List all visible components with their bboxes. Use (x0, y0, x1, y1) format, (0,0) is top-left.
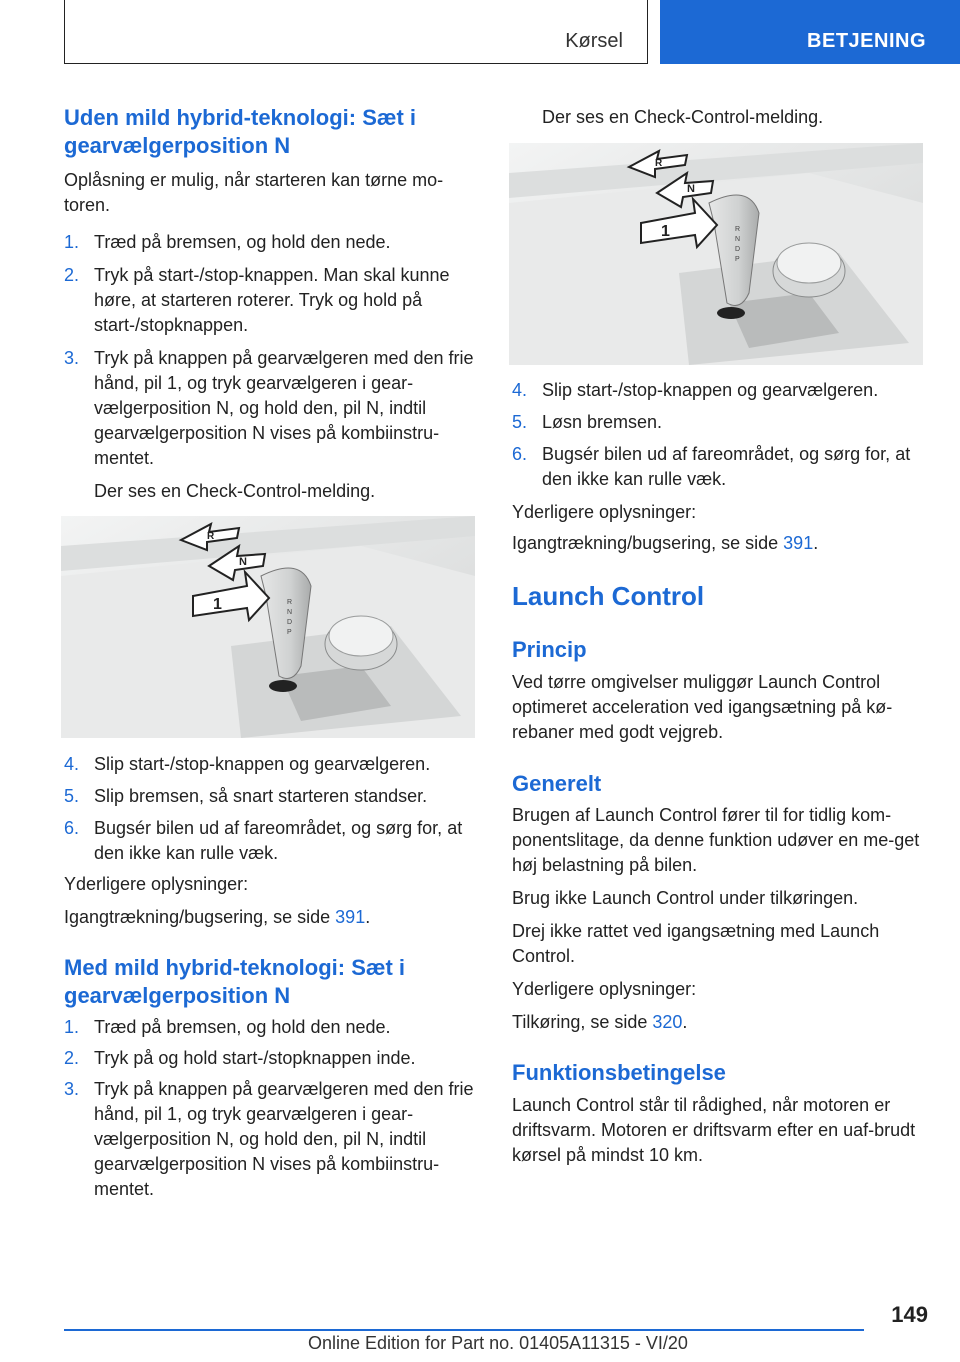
header-chapter-box (64, 0, 648, 64)
arrow-1-label: 1 (213, 596, 222, 613)
princip-heading: Princip (512, 637, 587, 662)
step-text: Løsn bremsen. (542, 412, 663, 432)
step-number: 2. (64, 265, 80, 285)
reference-text: Tilkøring, se side (512, 1012, 653, 1032)
steps-right (512, 378, 924, 499)
page-link-320[interactable]: 320 (652, 1012, 683, 1032)
generelt-heading: Generelt (512, 771, 602, 796)
reference-end: . (682, 1012, 688, 1032)
arrow-n-label: N (239, 556, 247, 568)
knob-letter-d: D (735, 246, 741, 253)
check-control-note: Der ses en Check-Control-melding. (94, 481, 376, 501)
step-item (512, 442, 924, 492)
header-section-box (660, 0, 960, 64)
gear-selector-illustration-right (509, 143, 923, 365)
knob-letter-r: R (735, 226, 741, 233)
step-text: Tryk på knappen på gearvælgeren med den frie hånd, pil 1, og tryk gearvælgeren i gear-vælgerposition N, og hold den, pil N, indtil gearvælgerposition N vises på kombiinstru-mentet. (94, 348, 474, 468)
step-item (64, 346, 476, 471)
reference-text: Igangtrækning/bugsering, se side (64, 907, 336, 927)
page-number: 149 (891, 1302, 928, 1327)
step-item (64, 230, 476, 255)
step-number: 6. (64, 818, 80, 838)
more-info-label-right: Yderligere oplysninger: (512, 502, 697, 522)
step-number: 3. (64, 348, 80, 368)
step-text: Bugsér bilen ud af fareområdet, og sørg for, at den ikke kan rulle væk. (542, 444, 911, 489)
heading-without-hybrid: Uden mild hybrid-teknologi: Sæt i gearvælgerposition N (64, 105, 416, 158)
step-item (64, 1046, 476, 1071)
step-number: 5. (512, 412, 528, 432)
funktionsbetingelse-text: Launch Control står til rådighed, når motoren er driftsvarm. Motoren er driftsvarm efter en uaf-brudt kørsel på mindst 10 km. (512, 1095, 916, 1165)
gear-selector-figure-right (509, 143, 923, 365)
gear-selector-figure (61, 516, 475, 738)
step-text: Slip bremsen, så snart starteren standser. (94, 786, 428, 806)
arrow-r-label: R (655, 158, 663, 169)
steps-c (64, 1015, 476, 1208)
knob-letter-p: P (735, 256, 740, 263)
heading-with-hybrid: Med mild hybrid-teknologi: Sæt i gearvælgerposition N (64, 955, 405, 1008)
header-section: BETJENING (807, 30, 926, 52)
reference-line (64, 905, 370, 930)
more-info-label: Yderligere oplysninger: (64, 874, 249, 894)
generelt-text-2: Brug ikke Launch Control under tilkøringen. (512, 888, 859, 908)
generelt-text-3: Drej ikke rattet ved igangsætning med Launch Control. (512, 921, 880, 966)
step-text: Træd på bremsen, og hold den nede. (94, 1017, 391, 1037)
intro-text: Oplåsning er mulig, når starteren kan tørne mo-toren. (64, 170, 444, 215)
arrow-r-label: R (207, 531, 215, 542)
reference-line-right (512, 531, 818, 556)
step-number: 1. (64, 232, 80, 252)
footer-edition: Online Edition for Part no. 01405A11315 - VI/20 (308, 1333, 688, 1353)
step-text: Tryk på start-/stop-knappen. Man skal kunne høre, at starteren roterer. Tryk og hold på start-/stopknappen. (94, 265, 450, 335)
step-item (64, 752, 476, 777)
step-number: 3. (64, 1079, 80, 1099)
step-number: 5. (64, 786, 80, 806)
page-link-391[interactable]: 391 (783, 533, 814, 553)
generelt-text-1: Brugen af Launch Control fører til for tidlig kom-ponentslitage, da denne funktion udøver en me-get høj belastning på bilen. (512, 805, 920, 875)
funktionsbetingelse-heading: Funktionsbetingelse (512, 1060, 726, 1085)
step-text: Træd på bremsen, og hold den nede. (94, 232, 391, 252)
step-item (64, 816, 476, 866)
knob-letter-p: P (287, 629, 292, 636)
step-text: Slip start-/stop-knappen og gearvælgeren. (94, 754, 431, 774)
reference-line-right-2 (512, 1010, 687, 1035)
page-link-391[interactable]: 391 (335, 907, 366, 927)
check-control-note-right: Der ses en Check-Control-melding. (542, 107, 824, 127)
step-item (64, 263, 476, 338)
reference-text: Igangtrækning/bugsering, se side (512, 533, 784, 553)
step-item (512, 378, 924, 403)
knob-letter-n: N (287, 609, 293, 616)
step-number: 2. (64, 1048, 80, 1068)
arrow-1-label: 1 (661, 223, 670, 240)
steps-b (64, 752, 476, 873)
step-item (64, 784, 476, 809)
arrow-n-label: N (687, 183, 695, 195)
step-text: Tryk på og hold start-/stopknappen inde. (94, 1048, 416, 1068)
knob-letter-d: D (287, 619, 293, 626)
more-info-label-right-2: Yderligere oplysninger: (512, 979, 697, 999)
step-item (64, 1015, 476, 1040)
step-text: Tryk på knappen på gearvælgeren med den frie hånd, pil 1, og tryk gearvælgeren i gear-vælgerposition N, og hold den, pil N, indtil gearvælgerposition N vises på kombiinstru-mentet. (94, 1079, 474, 1199)
step-number: 4. (64, 754, 80, 774)
launch-control-title: Launch Control (512, 581, 705, 611)
knob-letter-r: R (287, 599, 293, 606)
step-item (512, 410, 924, 435)
step-text: Bugsér bilen ud af fareområdet, og sørg for, at den ikke kan rulle væk. (94, 818, 463, 863)
step-number: 4. (512, 380, 528, 400)
reference-end: . (813, 533, 819, 553)
gear-selector-illustration (61, 516, 475, 738)
step-number: 1. (64, 1017, 80, 1037)
step-text: Slip start-/stop-knappen og gearvælgeren. (542, 380, 879, 400)
reference-end: . (365, 907, 371, 927)
steps-a (64, 230, 476, 479)
princip-text: Ved tørre omgivelser muliggør Launch Control optimeret acceleration ved igangsætning på kø-rebaner med godt vejgreb. (512, 672, 893, 742)
header-chapter: Kørsel (565, 30, 623, 52)
step-item (64, 1077, 476, 1202)
step-number: 6. (512, 444, 528, 464)
knob-letter-n: N (735, 236, 741, 243)
footer-rule (64, 1329, 864, 1331)
